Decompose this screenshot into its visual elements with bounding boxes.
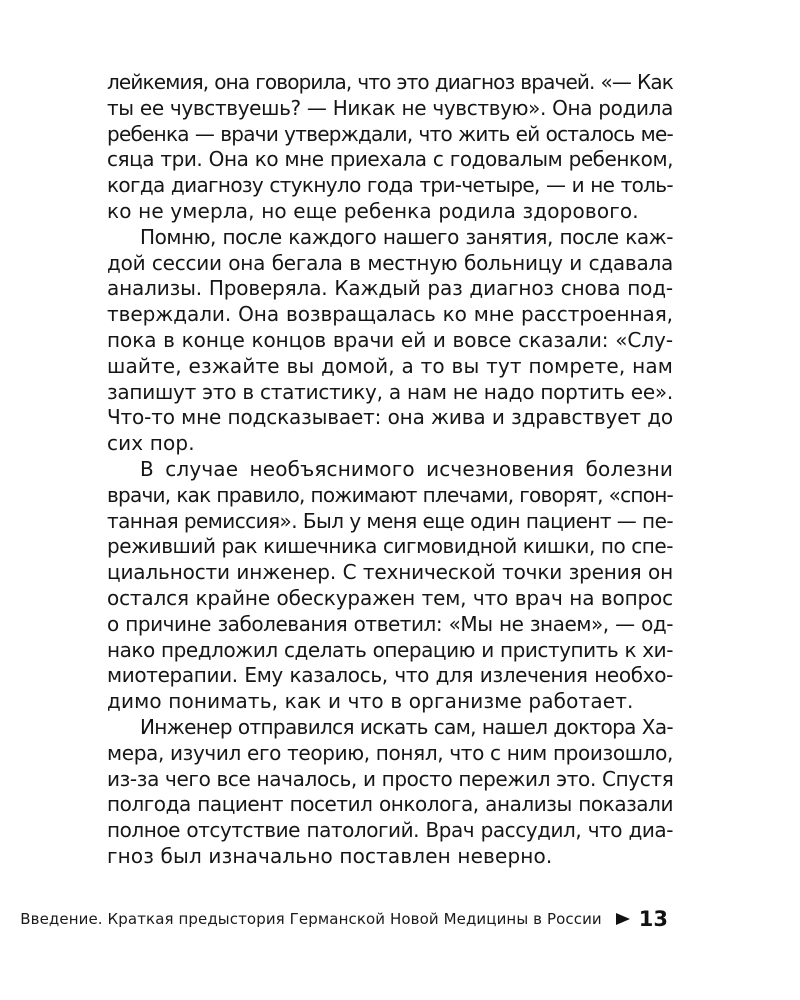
paragraph-first-line: Помню, после каждого нашего занятия, после каж- <box>140 224 673 249</box>
text-line: ко не умерла, но еще ребенка родила здорового. <box>107 198 639 223</box>
text-line: полное отсутствие патологий. Врач рассудил, что диа- <box>107 818 673 843</box>
text-line: анализы. Проверяла. Каждый раз диагноз снова под- <box>107 276 673 301</box>
text-line: танная ремиссия». Был у меня еще один пациент — пе- <box>107 508 674 533</box>
text-line: лейкемия, она говорила, что это диагноз врачей. «— Как <box>107 70 673 94</box>
text-line: ты ее чувствуешь? — Никак не чувствую». Она родила <box>107 95 673 120</box>
paragraph-first-line: Инженер отправился искать сам, нашел доктора Ха- <box>140 714 673 739</box>
text-line: сяца три. Она ко мне приехала с годовалым ребенком, <box>107 147 673 172</box>
text-line: циальности инженер. С технической точки зрения он <box>107 560 673 585</box>
right-triangle-icon <box>616 913 630 925</box>
text-line: сих пор. <box>107 431 195 456</box>
text-line: о причине заболевания ответил: «Мы не знаем», — од- <box>107 611 673 636</box>
text-line: из-за чего все началось, и просто пережил это. Спустя <box>107 766 674 791</box>
text-line: дой сессии она бегала в местную больницу и сдавала <box>107 250 673 275</box>
text-line: пока в конце концов врачи ей и вовсе сказали: «Слу- <box>107 327 673 352</box>
text-line: гноз был изначально поставлен неверно. <box>107 843 553 868</box>
text-line: реживший рак кишечника сигмовидной кишки, по спе- <box>107 534 673 559</box>
text-line: когда диагнозу стукнуло года три-четыре, — и не толь- <box>107 173 673 198</box>
text-line: остался крайне обескуражен тем, что врач на вопрос <box>107 585 673 610</box>
text-line: миотерапии. Ему казалось, что для излечения необхо- <box>107 663 673 688</box>
running-title: Введение. Краткая предыстория Германской Новой Медицины в России <box>20 910 602 928</box>
text-line: шайте, езжайте вы домой, а то вы тут помрете, нам <box>107 353 673 378</box>
page-number: 13 <box>638 907 668 931</box>
page-footer <box>20 904 668 934</box>
text-line: мера, изучил его теорию, понял, что с ним произошло, <box>107 740 673 765</box>
text-line: Что-то мне подсказывает: она жива и здравствует до <box>107 405 673 430</box>
text-line: тверждали. Она возвращалась ко мне расстроенная, <box>107 302 673 327</box>
text-line: нако предложил сделать операцию и приступить к хи- <box>107 637 673 662</box>
text-line: ребенка — врачи утверждали, что жить ей осталось ме- <box>107 121 673 146</box>
text-line: полгода пациент посетил онколога, анализы показали <box>107 792 673 817</box>
text-line: димо понимать, как и что в организме работает. <box>107 689 634 714</box>
text-line: запишут это в статистику, а нам не надо портить ее». <box>107 379 673 404</box>
paragraph-first-line: В случае необъяснимого исчезновения болезни <box>140 456 673 481</box>
page-body-text <box>107 70 673 870</box>
text-line: врачи, как правило, пожимают плечами, говорят, «спон- <box>107 482 673 507</box>
